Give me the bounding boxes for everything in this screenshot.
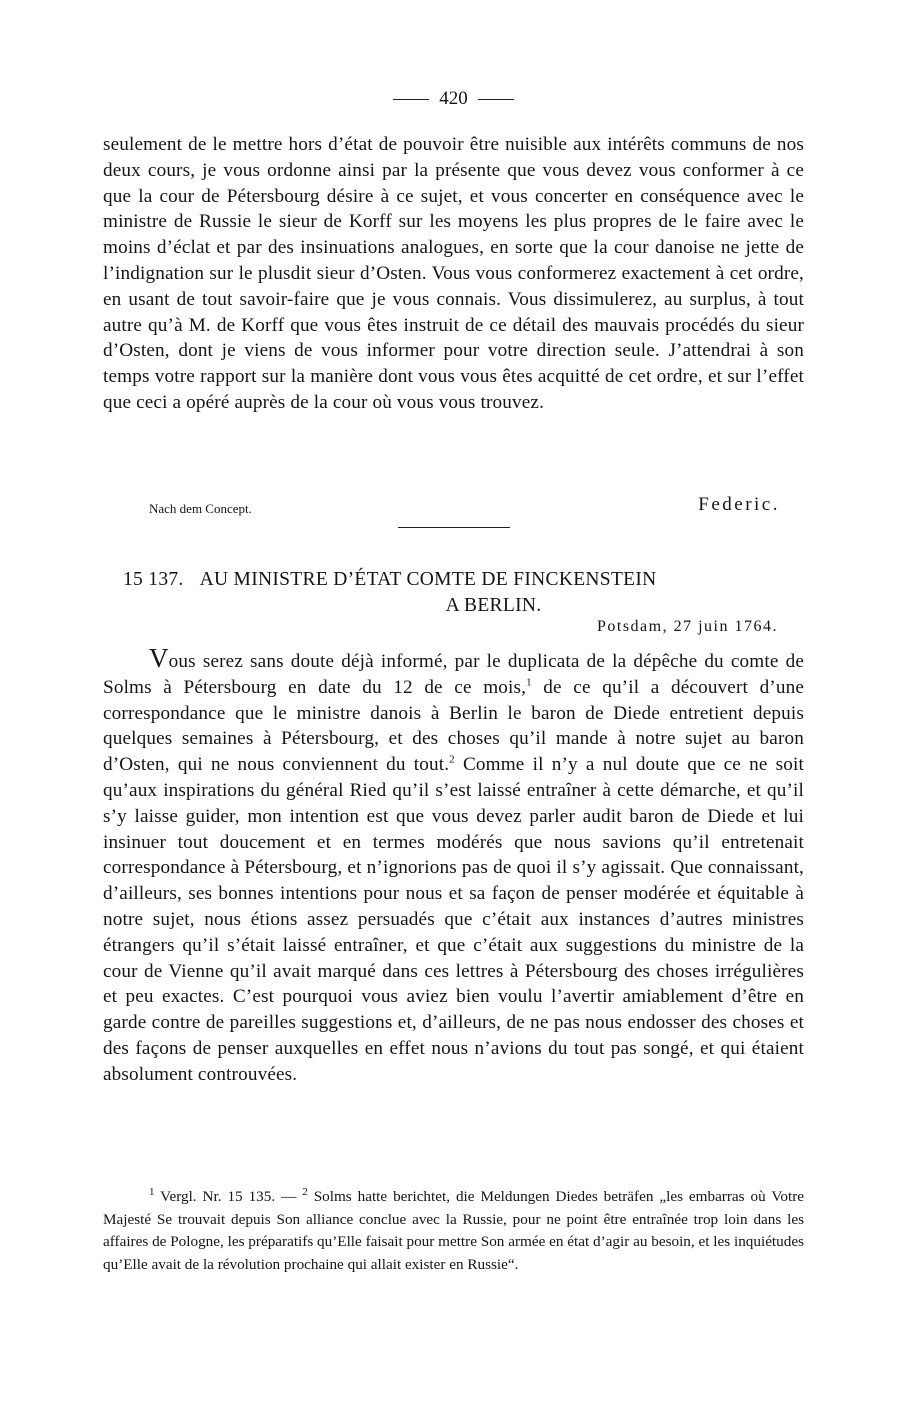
footnote-mark-2: 2 bbox=[302, 1185, 308, 1198]
footnote-text-2: Solms hatte berichtet, die Meldungen Diedes beträfen „les embarras où Votre Majesté Se trouvait depuis Son alliance conclue avec la Russie, pour ne point être entraînée trop loin dans les affaires de Pologne, les préparatifs qu’Elle faisait pour mettre Son armée en état d’agir au besoin, et les inquiétudes qu’Elle avait de la révolution prochaine qui allait exister en Russie“. bbox=[103, 1188, 804, 1273]
letter-title-line2: A BERLIN. bbox=[445, 595, 542, 616]
footnotes bbox=[103, 1186, 804, 1276]
signature: Federic. bbox=[698, 494, 780, 515]
footnote-text-1: Vergl. Nr. 15 135. — bbox=[154, 1188, 303, 1205]
letter-dateline: Potsdam, 27 juin 1764. bbox=[596, 618, 778, 635]
footnote-ref-1: 1 bbox=[526, 676, 532, 689]
section-divider bbox=[398, 527, 510, 528]
footnote-block bbox=[103, 1186, 804, 1276]
footnote-mark-1: 1 bbox=[149, 1185, 155, 1198]
footnote-ref-2: 2 bbox=[449, 753, 455, 766]
letter-body-part2: de ce qu’il a découvert d’une correspondance que le ministre danois à Berlin le baron de Diede entretient depuis quelques semaines à Pétersbourg, et des choses qu’il mande à notre sujet au baron d’Osten, qui ne nous conviennent du tout. bbox=[103, 676, 805, 776]
letter-heading bbox=[123, 567, 804, 619]
letter-number: 15 137. bbox=[123, 569, 184, 590]
letter-body bbox=[103, 643, 805, 1088]
page-header bbox=[103, 88, 804, 110]
letter-body-part1: Vous serez sans doute déjà informé, par le duplicata de la dépêche du comte de Solms à Pétersbourg en date du 12 de ce mois, bbox=[103, 643, 804, 698]
header-dash-right bbox=[478, 99, 514, 100]
closing-row bbox=[103, 494, 804, 520]
concept-note: Nach dem Concept. bbox=[149, 501, 252, 516]
letter-body-part3: Comme il n’y a nul doute que ce ne soit qu’aux inspirations du général Ried qu’il s’est laissé entraîner à cette démarche, et qu’il s’y laisse guider, mon intention est que vous devez parler audit baron de Diede et lui insinuer tout doucement et en termes modérés que nous savions qu’il entretenait correspondance à Pétersbourg, et n’ignorions pas de quoi il s’y agissait. Que connaissant, d’ailleurs, ses bonnes intentions pour nous et sa façon de penser modérée et équitable à notre sujet, nous étions assez persuadés que c’était aux instances d’autres ministres étrangers qu’il s’était laissé entraîner, et que c’était aux suggestions du ministre de la cour de Vienne qu’il avait marqué dans ces lettres à Pétersbourg des choses irrégulières et peu exactes. C’est pourquoi vous aviez bien voulu l’avertir amiablement d’être en garde contre de pareilles suggestions et, d’ailleurs, de ne pas nous endosser des choses et des façons de penser auxquelles en effet nous n’avions du tout pas songé, et qui étaient absolument controuvées. bbox=[103, 754, 804, 1085]
continuation-paragraph: seulement de le mettre hors d’état de pouvoir être nuisible aux intérêts communs de nos deux cours, je vous ordonne ainsi par la présente que vous devez vous conformer à ce que la cour de Pétersbourg désire à ce sujet, et vous concerter en conséquence avec le ministre de Russie le sieur de Korff sur les moyens les plus propres de le faire avec le moins d’éclat et par des insinuations analogues, en sorte que la cour danoise ne jette de l’indignation sur le plusdit sieur d’Osten. Vous vous conformerez exactement à cet ordre, en usant de tout savoir-faire que je vous connais. Vous dissimulerez, au surplus, à tout autre qu’à M. de Korff que vous êtes instruit de ce détail des mauvais procédés du sieur d’Osten, dont je viens de vous informer pour votre direction seule. J’attendrai à son temps votre rapport sur la manière dont vous vous êtes acquitté de cet ordre, et sur l’effet que ceci a opéré auprès de la cour où vous vous trouvez. bbox=[103, 134, 804, 413]
header-dash-left bbox=[393, 99, 429, 100]
page-number: 420 bbox=[439, 88, 468, 109]
letter-title-line1: AU MINISTRE D’ÉTAT COMTE DE FINCKENSTEIN bbox=[199, 569, 657, 590]
